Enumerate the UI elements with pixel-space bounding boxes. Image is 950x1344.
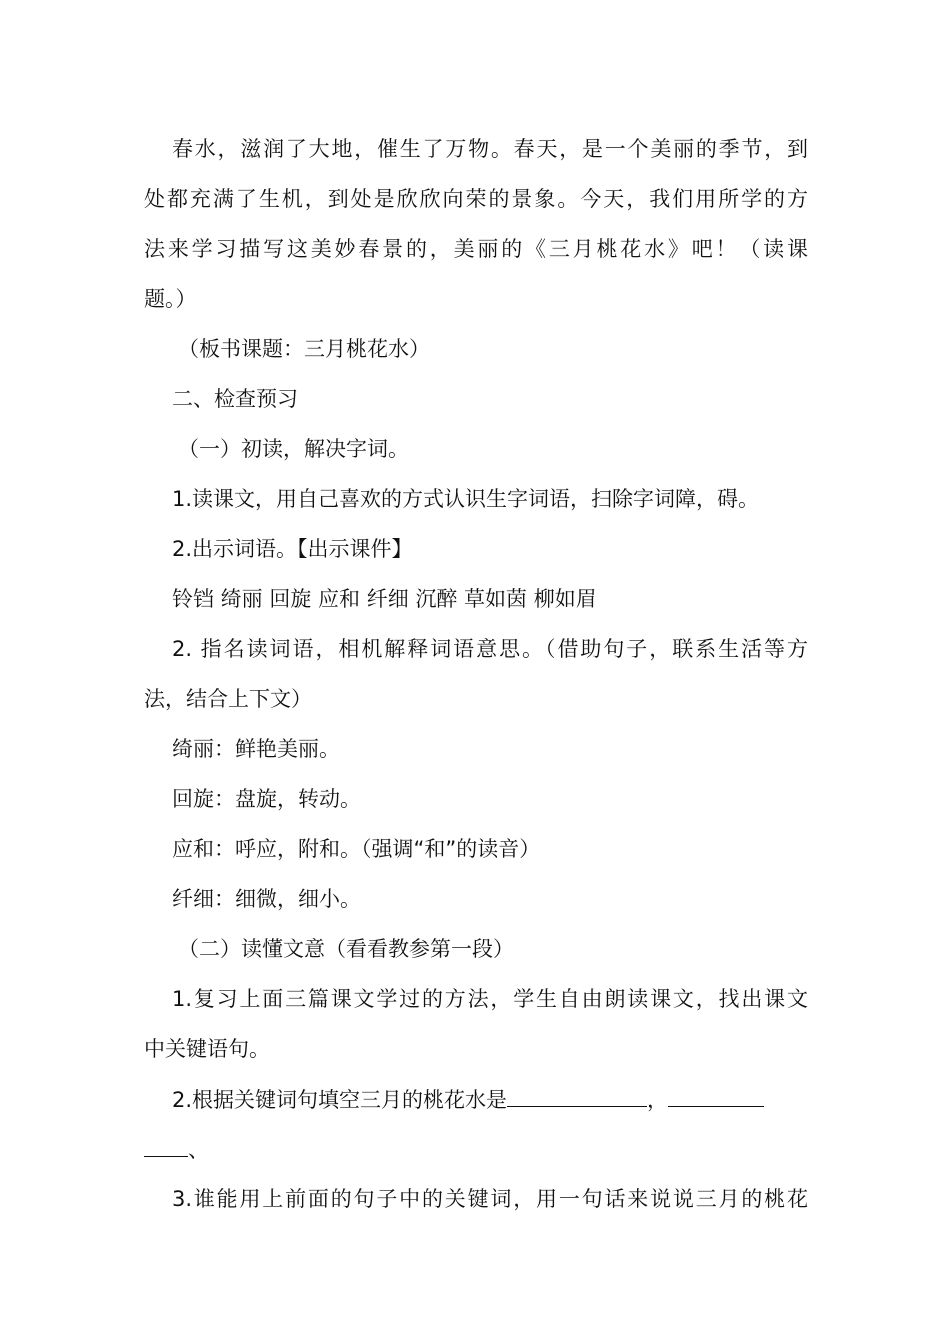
answer-blank-2: [668, 1084, 764, 1107]
subsection-heading-understand: （二）读懂文意（看看教参第一段）: [178, 937, 514, 961]
vocabulary-list: 铃铛 绮丽 回旋 应和 纤细 沉醉 草如茵 柳如眉: [172, 587, 597, 611]
step-read-text: 1.读课文，用自己喜欢的方式认识生字词语，扫除字词障，碍。: [172, 487, 760, 511]
step-fill-blank-line-1: [172, 1084, 808, 1115]
step-review-line-2: 中关键语句。: [144, 1037, 270, 1061]
step-fill-blank-line-2: [144, 1134, 808, 1165]
step-key-sentence: 3.谁能用上前面的句子中的关键词，用一句话来说说三月的桃花: [172, 1187, 808, 1211]
paragraph-intro-line-2: 处都充满了生机，到处是欣欣向荣的景象。今天，我们用所学的方: [144, 187, 808, 211]
definition-qili: 绮丽：鲜艳美丽。: [172, 737, 340, 761]
step-read-words-line-2: 法，结合上下文）: [144, 687, 312, 711]
board-title-note: （板书课题：三月桃花水）: [178, 337, 430, 361]
fill-blank-comma: ，: [647, 1088, 669, 1112]
fill-blank-dunhao: 、: [188, 1138, 209, 1162]
section-heading-preview-check: 二、检查预习: [172, 387, 298, 411]
paragraph-intro-line-4: 题。）: [144, 287, 197, 311]
definition-huixuan: 回旋：盘旋，转动。: [172, 787, 361, 811]
paragraph-intro-line-1: 春水，滋润了大地，催生了万物。春天，是一个美丽的季节，到: [172, 137, 808, 161]
fill-blank-prompt: 2.根据关键词句填空三月的桃花水是: [172, 1088, 508, 1112]
definition-yinghe: 应和：呼应，附和。（强调“和”的读音）: [172, 837, 541, 861]
step-read-words-line-1: 2. 指名读词语，相机解释词语意思。（借助句子，联系生活等方: [172, 637, 808, 661]
answer-blank-2-continued: [144, 1134, 188, 1157]
definition-xianxi: 纤细：细微，细小。: [172, 887, 361, 911]
step-review-line-1: 1.复习上面三篇课文学过的方法，学生自由朗读课文，找出课文: [172, 987, 808, 1011]
step-show-words: 2.出示词语。【出示课件】: [172, 537, 413, 561]
answer-blank-1: [507, 1084, 647, 1107]
subsection-heading-first-read: （一）初读，解决字词。: [178, 437, 409, 461]
paragraph-intro-line-3: 法来学习描写这美妙春景的，美丽的《三月桃花水》吧！（读课: [144, 237, 808, 261]
